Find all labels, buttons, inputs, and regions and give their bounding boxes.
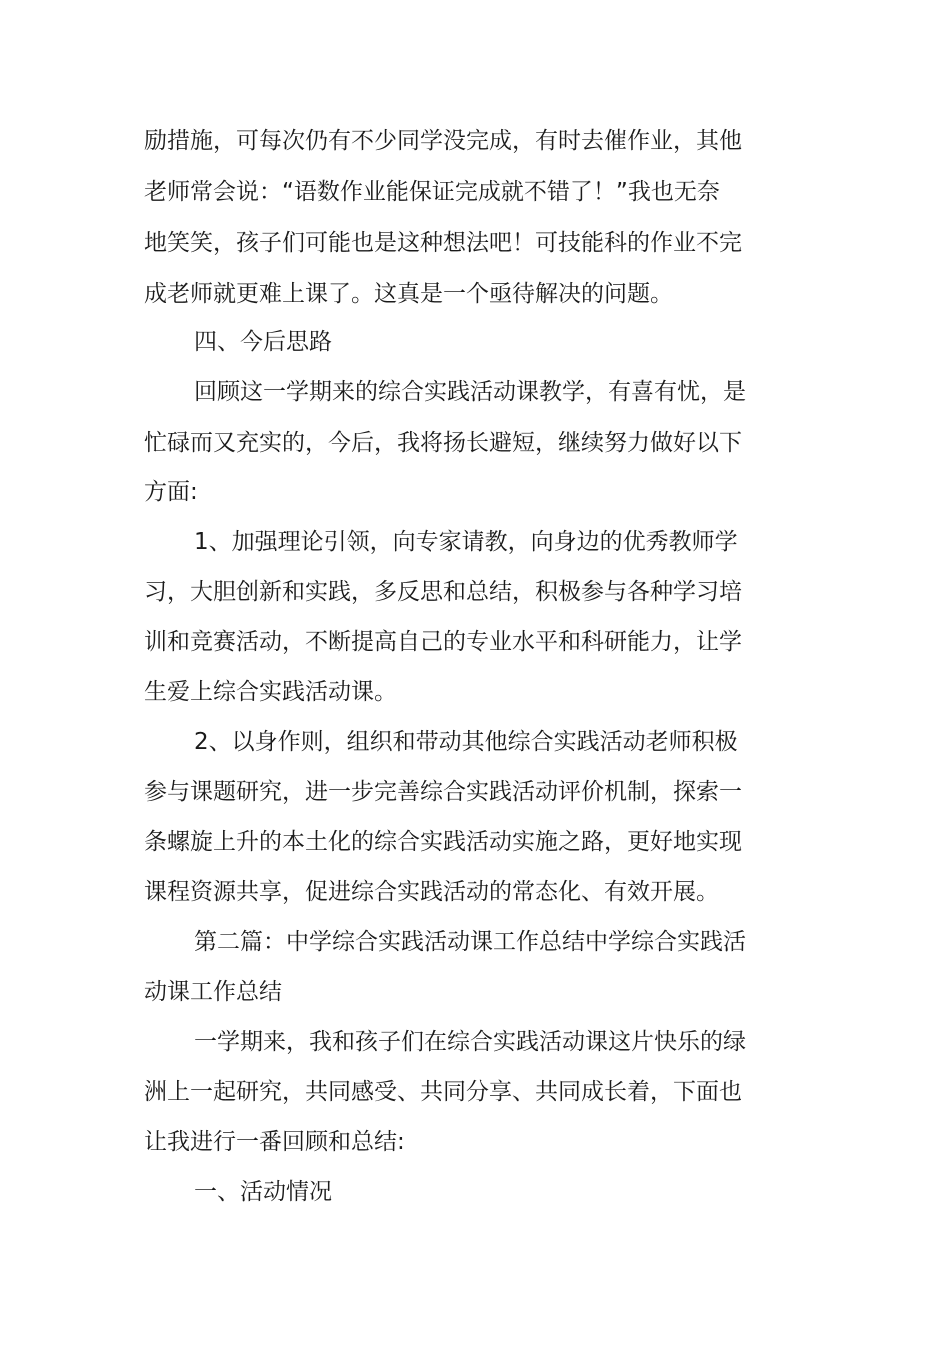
text-line: 老师常会说：“语数作业能保证完成就不错了！”我也无奈 xyxy=(144,179,720,205)
text-line: 条螺旋上升的本土化的综合实践活动实施之路，更好地实现 xyxy=(144,829,742,855)
list-item-2: 2、以身作则，组织和带动其他综合实践活动老师积极 xyxy=(194,729,738,755)
list-item-1: 1、加强理论引领，向专家请教，向身边的优秀教师学 xyxy=(194,529,738,555)
text-line: 课程资源共享，促进综合实践活动的常态化、有效开展。 xyxy=(144,879,719,905)
text-line: 成老师就更难上课了。这真是一个亟待解决的问题。 xyxy=(144,281,673,307)
text-line: 忙碌而又充实的，今后，我将扬长避短，继续努力做好以下 xyxy=(144,430,742,456)
text-line: 让我进行一番回顾和总结: xyxy=(144,1129,405,1155)
article-title-continued: 动课工作总结 xyxy=(144,979,282,1005)
text-line: 参与课题研究，进一步完善综合实践活动评价机制，探索一 xyxy=(144,779,742,805)
text-line: 励措施，可每次仍有不少同学没完成，有时去催作业，其他 xyxy=(144,128,742,154)
section-heading: 四、今后思路 xyxy=(194,329,332,355)
section-heading: 一、活动情况 xyxy=(194,1179,332,1205)
article-title: 第二篇：中学综合实践活动课工作总结中学综合实践活 xyxy=(194,929,746,955)
text-line: 洲上一起研究，共同感受、共同分享、共同成长着，下面也 xyxy=(144,1079,742,1105)
text-line: 习，大胆创新和实践，多反思和总结，积极参与各种学习培 xyxy=(144,579,742,605)
text-line: 一学期来，我和孩子们在综合实践活动课这片快乐的绿 xyxy=(194,1029,746,1055)
text-line: 地笑笑，孩子们可能也是这种想法吧！可技能科的作业不完 xyxy=(144,230,742,256)
text-line: 训和竞赛活动，不断提高自己的专业水平和科研能力，让学 xyxy=(144,629,742,655)
text-line: 生爱上综合实践活动课。 xyxy=(144,679,397,705)
text-line: 回顾这一学期来的综合实践活动课教学，有喜有忧，是 xyxy=(194,379,746,405)
text-line: 方面: xyxy=(144,479,198,505)
